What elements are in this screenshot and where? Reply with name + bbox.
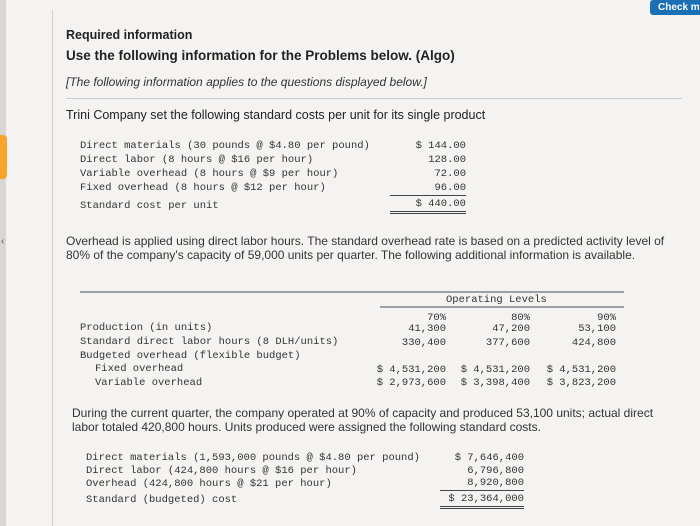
- left-gutter: [0, 0, 6, 526]
- left-arrow-icon: ‹: [1, 236, 5, 247]
- assigned-label-total: Standard (budgeted) cost: [86, 494, 238, 506]
- row-production-label: Production (in units): [80, 322, 213, 334]
- cost-label-dm: Direct materials (30 pounds @ $4.80 per pound): [80, 140, 370, 152]
- cost-label-total: Standard cost per unit: [80, 200, 219, 212]
- cost-value-vo: 72.00: [434, 168, 466, 180]
- row-dlh-80: 377,600: [485, 337, 530, 349]
- assigned-value-dl: 6,796,800: [467, 465, 524, 477]
- row-dlh-90: 424,800: [571, 337, 616, 349]
- overhead-paragraph: Overhead is applied using direct labor hours. The standard overhead rate is based on a predicted activity level of 80% of the company's capacity of 59,000 units per quarter. The following additional information is available.: [66, 234, 665, 262]
- row-dlh-label: Standard direct labor hours (8 DLH/units): [80, 336, 339, 348]
- row-dlh-70: 330,400: [401, 337, 446, 349]
- cost-label-vo: Variable overhead (8 hours @ $9 per hour): [80, 168, 339, 180]
- level-80: 80%: [511, 312, 530, 324]
- required-information-title: Required information: [66, 28, 193, 42]
- cost-value-dm: $ 144.00: [415, 140, 466, 152]
- quarter-paragraph: During the current quarter, the company operated at 90% of capacity and produced 53,100 units; actual direct labor totaled 420,800 hours. Units produced were assigned the following standard costs.: [72, 406, 654, 434]
- section-divider: [66, 98, 682, 99]
- row-fixed-70: $ 4,531,200: [376, 364, 446, 376]
- applies-note: [The following information applies to the questions displayed below.]: [66, 75, 427, 89]
- assigned-label-dm: Direct materials (1,593,000 pounds @ $4.80 per pound): [86, 452, 420, 464]
- cost-value-fo: 96.00: [390, 182, 466, 196]
- row-fixed-overhead-label: Fixed overhead: [95, 363, 184, 375]
- levels-header-rule: [380, 306, 624, 308]
- row-fixed-90: $ 4,531,200: [546, 364, 616, 376]
- row-variable-90: $ 3,823,200: [546, 377, 616, 389]
- assigned-value-total: $ 23,364,000: [440, 493, 524, 509]
- cost-label-dl: Direct labor (8 hours @ $16 per hour): [80, 154, 314, 166]
- cost-label-fo: Fixed overhead (8 hours @ $12 per hour): [80, 182, 326, 194]
- row-production-80: 47,200: [492, 323, 530, 335]
- check-my-work-button[interactable]: Check m: [650, 0, 700, 15]
- orange-side-tab[interactable]: [0, 135, 7, 179]
- row-variable-80: $ 3,398,400: [460, 377, 530, 389]
- cost-value-total: $ 440.00: [390, 198, 466, 214]
- level-70: 70%: [427, 312, 446, 324]
- row-production-70: 41,300: [408, 323, 446, 335]
- vertical-rule: [52, 10, 53, 526]
- row-budgeted-overhead-label: Budgeted overhead (flexible budget): [80, 350, 301, 362]
- row-variable-70: $ 2,973,600: [376, 377, 446, 389]
- intro-text: Trini Company set the following standard costs per unit for its single product: [66, 108, 486, 122]
- assigned-label-oh: Overhead (424,800 hours @ $21 per hour): [86, 478, 332, 490]
- cost-value-dl: 128.00: [428, 154, 466, 166]
- row-variable-overhead-label: Variable overhead: [95, 377, 203, 389]
- assigned-label-dl: Direct labor (424,800 hours @ $16 per hour): [86, 465, 357, 477]
- assigned-value-oh: 8,920,800: [440, 477, 524, 491]
- row-fixed-80: $ 4,531,200: [460, 364, 530, 376]
- table-top-rule: [80, 291, 624, 293]
- level-90: 90%: [597, 312, 616, 324]
- row-production-90: 53,100: [578, 323, 616, 335]
- operating-levels-title: Operating Levels: [446, 294, 547, 306]
- assigned-value-dm: $ 7,646,400: [454, 452, 524, 464]
- problem-heading: Use the following information for the Problems below. (Algo): [66, 48, 455, 63]
